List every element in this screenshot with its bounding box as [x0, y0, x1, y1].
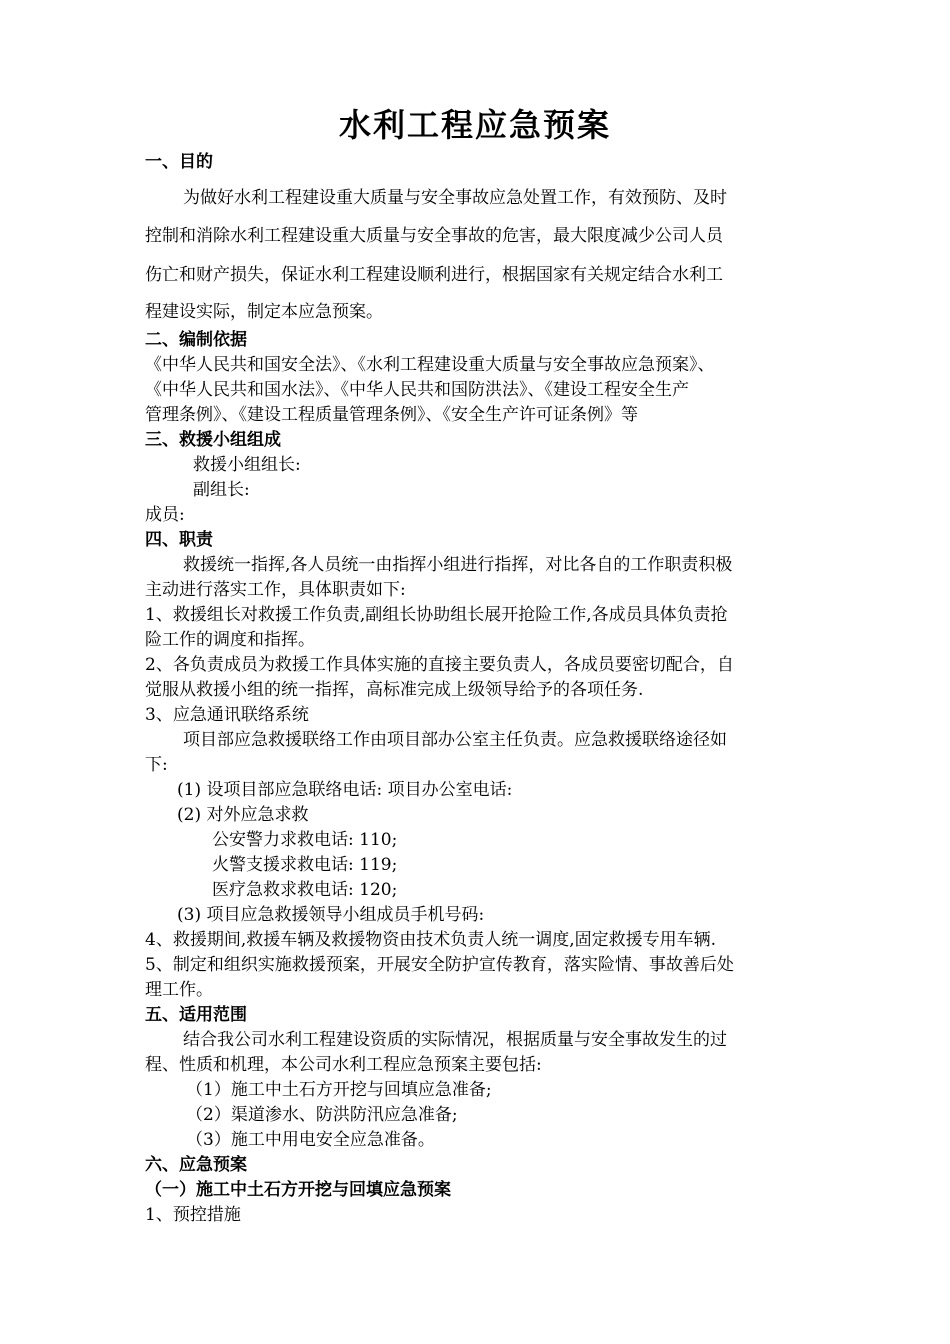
section-heading-purpose: 一、目的: [145, 152, 213, 172]
team-leader-label: 救援小组组长:: [193, 455, 301, 475]
paragraph-line: 2、各负责成员为救援工作具体实施的直接主要负责人，各成员要密切配合，自: [145, 655, 734, 675]
paragraph-line: 1、预控措施: [145, 1205, 241, 1225]
paragraph-line: 险工作的调度和指挥。: [145, 630, 315, 650]
subsection-heading: （一）施工中土石方开挖与回填应急预案: [145, 1180, 451, 1200]
paragraph-line: 《中华人民共和国水法》、《中华人民共和国防洪法》、《建设工程安全生产: [145, 380, 689, 400]
paragraph-line: 下:: [145, 755, 168, 775]
list-item: （2）渠道渗水、防洪防汛应急准备;: [186, 1105, 458, 1125]
list-item: (3) 项目应急救援领导小组成员手机号码:: [177, 905, 485, 925]
paragraph-line: 救援统一指挥,各人员统一由指挥小组进行指挥，对比各自的工作职责积极: [183, 555, 733, 575]
paragraph-line: 程建设实际，制定本应急预案。: [145, 302, 383, 322]
list-item: (1) 设项目部应急联络电话: 项目办公室电话:: [177, 780, 513, 800]
paragraph-line: 4、救援期间,救援车辆及救援物资由技术负责人统一调度,固定救援专用车辆.: [145, 930, 717, 950]
paragraph-line: 主动进行落实工作，具体职责如下:: [145, 580, 406, 600]
paragraph-line: 控制和消除水利工程建设重大质量与安全事故的危害，最大限度减少公司人员: [145, 226, 723, 246]
paragraph-line: 伤亡和财产损失，保证水利工程建设顺利进行，根据国家有关规定结合水利工: [145, 265, 723, 285]
paragraph-line: 管理条例》、《建设工程质量管理条例》、《安全生产许可证条例》等: [145, 405, 638, 425]
paragraph-line: 1、救援组长对救援工作负责,副组长协助组长展开抢险工作,各成员具体负责抢: [145, 605, 728, 625]
section-heading-basis: 二、编制依据: [145, 330, 247, 350]
paragraph-line: 觉服从救援小组的统一指挥，高标准完成上级领导给予的各项任务.: [145, 680, 644, 700]
paragraph-line: 3、应急通讯联络系统: [145, 705, 309, 725]
section-heading-rescue-team: 三、救援小组组成: [145, 430, 281, 450]
paragraph-line: 5、制定和组织实施救援预案，开展安全防护宣传教育，落实险情、事故善后处: [145, 955, 734, 975]
list-item: （1）施工中土石方开挖与回填应急准备;: [186, 1080, 492, 1100]
phone-line-police: 公安警力求救电话: 110;: [212, 830, 398, 850]
list-item: （3）施工中用电安全应急准备。: [186, 1130, 435, 1150]
section-heading-scope: 五、适用范围: [145, 1005, 247, 1025]
phone-line-fire: 火警支援求救电话: 119;: [212, 855, 398, 875]
deputy-leader-label: 副组长:: [193, 480, 250, 500]
section-heading-plan: 六、应急预案: [145, 1155, 247, 1175]
paragraph-line: 为做好水利工程建设重大质量与安全事故应急处置工作，有效预防、及时: [183, 188, 727, 208]
section-heading-duties: 四、职责: [145, 530, 213, 550]
paragraph-line: 程、性质和机理，本公司水利工程应急预案主要包括:: [145, 1055, 542, 1075]
paragraph-line: 理工作。: [145, 980, 213, 1000]
paragraph-line: 《中华人民共和国安全法》、《水利工程建设重大质量与安全事故应急预案》、: [145, 355, 715, 375]
members-label: 成员:: [145, 505, 185, 525]
paragraph-line: 项目部应急救援联络工作由项目部办公室主任负责。应急救援联络途径如: [183, 730, 727, 750]
phone-line-medical: 医疗急救求救电话: 120;: [212, 880, 398, 900]
list-item: (2) 对外应急求救: [177, 805, 309, 825]
document-title: 水利工程应急预案: [338, 106, 611, 144]
paragraph-line: 结合我公司水利工程建设资质的实际情况，根据质量与安全事故发生的过: [183, 1030, 727, 1050]
